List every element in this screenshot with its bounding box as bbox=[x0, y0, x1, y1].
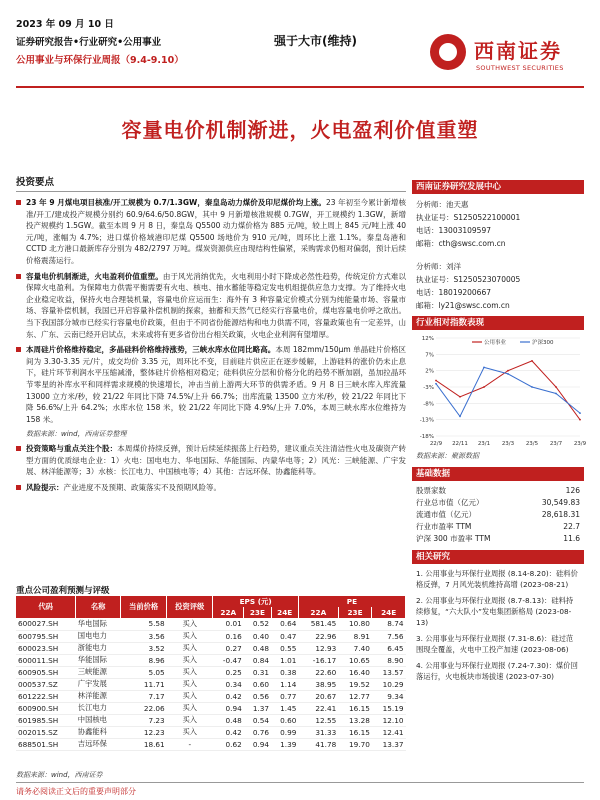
summary-source: 数据来源：wind，西南证券整理 bbox=[26, 430, 127, 439]
table-cell: 0.48 bbox=[252, 643, 270, 653]
table-cell: 1.37 bbox=[252, 703, 270, 713]
table-source: 数据来源：wind，西南证券 bbox=[16, 771, 103, 779]
relative-index-chart bbox=[412, 330, 587, 450]
summary-bullet bbox=[16, 443, 406, 478]
industry-rating: 强于大市(维持) bbox=[274, 34, 357, 48]
table-cell: 0.62 bbox=[225, 739, 242, 749]
key-data-row bbox=[412, 484, 584, 496]
table-cell: 0.42 bbox=[225, 691, 242, 701]
table-row bbox=[16, 630, 406, 642]
table-cell: 22.41 bbox=[315, 703, 337, 713]
table-cell: 3.56 bbox=[148, 631, 165, 641]
col-eps-23e: 23E bbox=[244, 607, 271, 618]
table-cell: -16.17 bbox=[312, 655, 337, 665]
chart-x-tick-label: 22/9 bbox=[429, 441, 443, 447]
col-pe-24e: 24E bbox=[372, 607, 406, 618]
table-cell: 600905.SH bbox=[18, 667, 59, 677]
report-date: 2023 年 09 月 10 日 bbox=[16, 19, 114, 30]
table-cell: 买入 bbox=[182, 715, 198, 724]
table-cell: 协鑫能科 bbox=[77, 727, 107, 736]
table-cell: 买入 bbox=[182, 679, 198, 688]
table-cell: 0.52 bbox=[252, 619, 270, 629]
table-cell: 6.45 bbox=[387, 643, 404, 653]
chart-point bbox=[531, 386, 533, 388]
table-cell: 0.47 bbox=[280, 631, 297, 641]
table-cell: 0.48 bbox=[225, 715, 242, 725]
related-item[interactable]: 3. 公用事业与环保行业周报 (7.31-8.6)：硅过范围现全覆盖，火电中工投产加速 (2023-08-06) bbox=[416, 634, 574, 654]
table-cell: 买入 bbox=[182, 631, 198, 640]
stock-forecast-table bbox=[16, 596, 406, 751]
table-cell: 8.96 bbox=[148, 655, 165, 665]
table-cell: 000537.SZ bbox=[18, 679, 58, 689]
table-cell: 600900.SH bbox=[18, 703, 59, 713]
table-cell: 三峡能源 bbox=[77, 667, 107, 676]
table-row bbox=[16, 666, 406, 678]
bullet-lead: 容量电价机制渐进，火电盈利价值重塑。 bbox=[26, 271, 163, 281]
key-label: 股票家数 bbox=[416, 485, 446, 495]
chart-x-tick-label: 23/5 bbox=[525, 441, 539, 447]
analyst-line: 执业证号：S1250523070005 bbox=[416, 275, 521, 284]
table-cell: 16.15 bbox=[348, 727, 370, 737]
table-cell: 0.55 bbox=[280, 643, 297, 653]
analyst-heading: 西南证券研究发展中心 bbox=[412, 180, 584, 194]
chart-point bbox=[435, 380, 437, 382]
chart-point bbox=[483, 386, 485, 388]
table-cell: 12.41 bbox=[382, 727, 404, 737]
chart-y-tick-label: 7% bbox=[425, 352, 434, 359]
table-cell: 林洋能源 bbox=[77, 691, 107, 700]
chart-x-tick-label: 23/1 bbox=[477, 441, 491, 447]
table-row bbox=[16, 714, 406, 726]
sidebar bbox=[412, 180, 587, 691]
table-cell: 0.25 bbox=[225, 667, 242, 677]
table-cell: 5.05 bbox=[148, 667, 165, 677]
table-cell: 买入 bbox=[182, 691, 198, 700]
table-cell: 1.14 bbox=[280, 679, 297, 689]
analyst-line: 分析师：池天惠 bbox=[416, 200, 469, 209]
table-cell: 0.42 bbox=[225, 727, 242, 737]
chart-point bbox=[531, 360, 533, 362]
table-cell: 12.23 bbox=[143, 727, 165, 737]
chart-point bbox=[459, 396, 461, 398]
analyst-line: 执业证号：S1250522100001 bbox=[416, 213, 521, 222]
table-cell: 12.55 bbox=[315, 715, 337, 725]
table-cell: 广宇发展 bbox=[77, 679, 107, 688]
chart-point bbox=[459, 416, 461, 418]
table-cell: 0.31 bbox=[252, 667, 270, 677]
chart-x-tick-label: 23/3 bbox=[501, 441, 515, 447]
table-row bbox=[16, 618, 406, 630]
related-item[interactable]: 4. 公用事业与环保行业周报 (7.24-7.30)：煤价回落运行，火电板块市场拔速 (2023-07-30) bbox=[416, 661, 578, 681]
report-type: 证券研究报告•行业研究•公用事业 bbox=[16, 37, 162, 48]
chart-y-tick-label: -18% bbox=[419, 434, 434, 440]
chart-point bbox=[555, 386, 557, 388]
analyst-line: 电话：13003109597 bbox=[416, 226, 491, 235]
bullet-lead: 投资策略与重点关注个股： bbox=[26, 444, 118, 454]
table-cell: 0.64 bbox=[280, 619, 297, 629]
table-cell: 581.45 bbox=[310, 619, 337, 629]
table-cell: 002015.SZ bbox=[18, 727, 58, 737]
chart-x-tick-label: 23/9 bbox=[573, 441, 587, 447]
table-cell: 9.34 bbox=[387, 691, 404, 701]
table-cell: 13.28 bbox=[348, 715, 370, 725]
table-cell: 买入 bbox=[182, 667, 198, 676]
key-data-row bbox=[412, 508, 584, 520]
key-label: 行业总市值（亿元） bbox=[416, 497, 484, 507]
related-item[interactable]: 1. 公用事业与环保行业周报 (8.14-8.20)：硅料价格反弹，7 月风光装机维持高增 (2023-08-21) bbox=[416, 569, 578, 589]
chart-point bbox=[507, 373, 509, 375]
table-cell: 22.60 bbox=[315, 667, 337, 677]
bullet-text: 本周煤价持续反弹，预计后续延续振荡上行趋势，建议重点关注清洁性火电及碳资产转型方面的优质绿电企业：1）火电：国电电力、华电国际、华能国际、内蒙华电等；2）风光：三峡能源、广宇发展、林洋能源等；3）水核：长江电力、中国核电等；4）其他：吉远环保、协鑫能科等。 bbox=[26, 444, 407, 477]
table-cell: 长江电力 bbox=[77, 703, 107, 712]
key-value: 30,549.83 bbox=[541, 497, 580, 507]
key-data-row bbox=[412, 520, 584, 532]
table-cell: 11.71 bbox=[143, 679, 165, 689]
summary-bullet bbox=[16, 344, 406, 425]
key-label: 行业市盈率 TTM bbox=[416, 521, 472, 531]
table-row bbox=[16, 726, 406, 738]
analyst-line: 分析师：刘洋 bbox=[416, 262, 461, 271]
table-cell: 0.34 bbox=[225, 679, 242, 689]
stock-table-title: 重点公司盈利预测与评级 bbox=[16, 586, 110, 596]
table-row bbox=[16, 678, 406, 690]
table-cell: 0.94 bbox=[225, 703, 242, 713]
table-cell: 0.56 bbox=[252, 691, 270, 701]
weekly-title: 公用事业与环保行业周报（9.4-9.10） bbox=[16, 55, 184, 66]
company-logo bbox=[430, 34, 580, 78]
logo-text-cn: 西南证券 bbox=[474, 39, 562, 63]
bullet-lead: 本周硅片价格维持稳定，多晶硅料价格维持涨势，三峡水库水位同比略高。 bbox=[26, 345, 276, 355]
key-value: 22.7 bbox=[563, 521, 580, 531]
table-cell: 0.38 bbox=[280, 667, 297, 677]
table-cell: 0.16 bbox=[225, 631, 242, 641]
key-data-heading: 基础数据 bbox=[412, 467, 584, 481]
table-cell: 国电电力 bbox=[77, 631, 107, 640]
bullet-lead: 风险提示： bbox=[26, 483, 64, 493]
header-divider bbox=[16, 86, 584, 88]
table-cell: 8.74 bbox=[387, 619, 404, 629]
table-row bbox=[16, 738, 406, 750]
table-row bbox=[16, 654, 406, 666]
key-data-row bbox=[412, 532, 584, 544]
table-row bbox=[16, 690, 406, 702]
summary-bullet bbox=[16, 197, 406, 267]
table-cell: 600023.SH bbox=[18, 643, 59, 653]
table-cell: 1.39 bbox=[280, 739, 297, 749]
key-value: 28,618.31 bbox=[541, 509, 580, 519]
table-cell: 601222.SH bbox=[18, 691, 59, 701]
table-cell: 7.40 bbox=[353, 643, 370, 653]
logo-mark-icon bbox=[430, 34, 466, 70]
table-cell: 12.93 bbox=[315, 643, 337, 653]
footer-divider bbox=[16, 782, 584, 783]
col-price: 当前价格 bbox=[121, 596, 167, 618]
chart-y-tick-label: 2% bbox=[425, 368, 434, 375]
table-cell: 601985.SH bbox=[18, 715, 59, 725]
report-title: 容量电价机制渐进，火电盈利价值重塑 bbox=[121, 118, 479, 142]
table-cell: 600795.SH bbox=[18, 631, 59, 641]
table-cell: 0.60 bbox=[252, 679, 270, 689]
table-cell: 600027.SH bbox=[18, 619, 59, 629]
bullet-text: 本周 182mm/150μm 单晶硅片价格区间为 3.30-3.35 元/片，成交均价 3.35 元，周环比不变，目前硅片供应正在逐步缓解，上游硅料的涨价仍未止息下，硅片环节利润水平压缩减滑，整体硅片价格相对稳定；硅料供应分层和价格分化的趋势不断加剧，虽加拉晶环节零星的补库水平和同样需求规模的快速增长，冲击当前上游两大环节的供需矛盾。9 月 8 日三峡水库入库流量 13000 立方米/秒，较 21/22 年同比下降 74.5%/上升 66.7%；出库流量 13500 立方米/秒，较 21/22 年同比下降 56.6%/上升 64.2%；水库水位 158 米，较 21/22 年同比下降 4.9%/上升 7.0%，本周三峡水库水位维持为 158 米。 bbox=[26, 345, 406, 424]
table-cell: 41.78 bbox=[315, 739, 337, 749]
bullet-text: 产业进度不及预期、政策落实不及预期风险等。 bbox=[63, 483, 221, 493]
key-label: 流通市值（亿元） bbox=[416, 509, 476, 519]
report-header bbox=[16, 12, 584, 82]
chart-point bbox=[483, 367, 485, 369]
table-cell: 华电国际 bbox=[77, 618, 107, 628]
key-data-row bbox=[412, 496, 584, 508]
chart-source: 数据来源：聚源数据 bbox=[416, 452, 479, 460]
table-cell: 10.29 bbox=[382, 679, 404, 689]
chart-heading: 行业相对指数表现 bbox=[412, 316, 584, 330]
table-cell: 20.67 bbox=[315, 691, 337, 701]
chart-legend-label: 公用事业 bbox=[484, 340, 507, 346]
table-cell: 浙能电力 bbox=[77, 643, 107, 652]
table-cell: 600011.SH bbox=[18, 655, 59, 665]
table-cell: 16.15 bbox=[348, 703, 370, 713]
col-rating: 投资评级 bbox=[167, 596, 213, 618]
chart-point bbox=[555, 393, 557, 395]
related-heading: 相关研究 bbox=[412, 550, 584, 564]
analyst-email[interactable]: 邮箱：ly21@swsc.com.cn bbox=[416, 301, 510, 310]
chart-y-tick-label: -8% bbox=[423, 401, 434, 408]
table-cell: 10.65 bbox=[348, 655, 370, 665]
table-cell: 1.01 bbox=[280, 655, 297, 665]
col-eps-22a: 22A bbox=[213, 607, 244, 618]
chart-x-tick-label: 23/7 bbox=[549, 441, 563, 447]
table-cell: 688501.SH bbox=[18, 739, 59, 749]
bullet-text: 23 年初至今累计新增核准/开工/建成投产规模分别约 60.9/64.6/50.8GW，其中 9 月新增核准规模 0.7GW，开工规模约 1.3GW，新增投产规模约 1.5GW。截至本周 9 月 8 日，秦皇岛 Q5500 动力煤价格为 885 元/吨，较上周上 845 元/吨上涨 40 元/吨，涨幅为 4.7%；进口煤价格域港印尼煤 Q5500 场地价为 910 元/吨，周环比上涨 1.1%。秦皇岛港和 CCTD 北方港口最新库存分别为 482/2797 万吨。煤炭资源供应由现结构性偏紧，采购需求仍相对偏弱，预计后续价格震荡运行。 bbox=[26, 198, 406, 265]
table-cell: 10.80 bbox=[348, 619, 370, 629]
chart-y-tick-label: -3% bbox=[423, 385, 434, 391]
table-cell: 中国核电 bbox=[77, 715, 107, 724]
col-eps-24e: 24E bbox=[271, 607, 298, 618]
table-cell: 16.40 bbox=[348, 667, 370, 677]
table-row bbox=[16, 642, 406, 654]
summary-bullet bbox=[16, 482, 406, 494]
stock-table-body bbox=[16, 618, 406, 750]
table-cell: 0.01 bbox=[225, 619, 242, 629]
table-cell: 0.76 bbox=[252, 727, 270, 737]
table-cell: 买入 bbox=[182, 618, 198, 628]
footer-notice: 请务必阅读正文后的重要声明部分 bbox=[16, 787, 136, 796]
key-label: 沪深 300 市盈率 TTM bbox=[416, 533, 491, 543]
key-data-table bbox=[412, 484, 584, 544]
table-cell: 13.37 bbox=[382, 739, 404, 749]
chart-point bbox=[579, 412, 581, 414]
table-cell: 吉远环保 bbox=[77, 739, 107, 748]
analyst-email[interactable]: 邮箱：cth@swsc.com.cn bbox=[416, 239, 506, 248]
chart-x-tick-label: 22/11 bbox=[452, 441, 468, 447]
table-cell: 3.52 bbox=[148, 643, 165, 653]
summary-section bbox=[16, 174, 406, 498]
table-cell: 8.91 bbox=[353, 631, 370, 641]
chart-legend-label: 沪深300 bbox=[532, 340, 554, 346]
table-cell: 7.56 bbox=[387, 631, 404, 641]
table-cell: 22.06 bbox=[143, 703, 165, 713]
table-cell: 19.52 bbox=[348, 679, 370, 689]
table-cell: 12.10 bbox=[382, 715, 404, 725]
related-research-list bbox=[412, 564, 584, 691]
table-cell: 买入 bbox=[182, 703, 198, 712]
table-cell: 5.58 bbox=[148, 619, 165, 629]
summary-heading: 投资要点 bbox=[16, 174, 406, 192]
summary-bullet bbox=[16, 271, 406, 341]
table-cell: 0.94 bbox=[252, 739, 270, 749]
key-value: 11.6 bbox=[563, 533, 580, 543]
table-cell: 0.27 bbox=[225, 643, 242, 653]
table-cell: 22.96 bbox=[315, 631, 337, 641]
table-cell: 0.99 bbox=[280, 727, 297, 737]
chart-svg bbox=[412, 330, 587, 450]
chart-point bbox=[579, 419, 581, 421]
bullet-text: 由于风光消纳优先，火电利用小时下降成必然性趋势，传统定价方式难以保障火电盈利。为保障电力供需平衡需要有火电、核电、抽水蓄能等稳定发电机组提供应急力支撑。为了维持火电企业稳定收益，保持火电合理装机量，容量电价应运而生：海外有 3 种容量定价模式分别为纯能量市场、容量市场、容量补偿机制，我国已开启容量补偿机制的探索，抽蓄和天然气已经实行容量电价，煤电容量电价呼之欲出。当下我国部分城市已经实行容量电价政策，但由于不同省份能源结构和电力供需不同，容量政策也有一定差异，山东、广东、云南已经开启试点，未来或将有更多省份出台相关政策，火电企业利润有望增厚。 bbox=[26, 271, 407, 339]
related-item[interactable]: 2. 公用事业与环保行业周报 (8.7-8.13)：硅料持续修复，“六大队小”发电集团新格局 (2023-08-13) bbox=[416, 596, 574, 627]
chart-y-tick-label: -13% bbox=[419, 417, 434, 424]
col-name: 名称 bbox=[76, 596, 121, 618]
table-cell: 0.40 bbox=[252, 631, 270, 641]
col-code: 代码 bbox=[16, 596, 76, 618]
table-cell: 0.84 bbox=[252, 655, 270, 665]
table-cell: -0.47 bbox=[222, 655, 242, 665]
chart-series-line-0 bbox=[436, 361, 580, 420]
table-cell: 华能国际 bbox=[77, 655, 107, 664]
table-cell: 买入 bbox=[182, 655, 198, 664]
col-pe-23e: 23E bbox=[338, 607, 372, 618]
table-cell: 13.57 bbox=[382, 667, 404, 677]
col-pe-22a: 22A bbox=[298, 607, 338, 618]
logo-text-en: SOUTHWEST SECURITIES bbox=[476, 64, 564, 72]
table-row bbox=[16, 702, 406, 714]
table-cell: 8.90 bbox=[387, 655, 404, 665]
table-cell: 买入 bbox=[182, 643, 198, 652]
table-cell: 7.17 bbox=[148, 691, 165, 701]
col-pe: PE bbox=[298, 596, 405, 607]
key-value: 126 bbox=[565, 485, 580, 495]
table-cell: 31.33 bbox=[315, 727, 337, 737]
analyst-line: 电话：18019200667 bbox=[416, 288, 491, 297]
chart-point bbox=[435, 383, 437, 385]
analyst-info bbox=[412, 194, 584, 316]
chart-y-tick-label: 12% bbox=[421, 336, 434, 342]
table-cell: 7.23 bbox=[148, 715, 165, 725]
table-cell: 15.19 bbox=[382, 703, 404, 713]
table-cell: - bbox=[188, 739, 192, 749]
table-cell: 0.77 bbox=[280, 691, 297, 701]
table-cell: 19.70 bbox=[348, 739, 370, 749]
table-cell: 0.54 bbox=[252, 715, 270, 725]
table-cell: 0.60 bbox=[280, 715, 297, 725]
table-cell: 12.77 bbox=[348, 691, 370, 701]
table-cell: 买入 bbox=[182, 727, 198, 736]
table-cell: 18.61 bbox=[143, 739, 165, 749]
col-eps: EPS (元) bbox=[213, 596, 299, 607]
bullet-lead: 23 年 9 月煤电项目核准/开工规模为 0.7/1.3GW，秦皇岛动力煤价及印尼煤价均上涨。 bbox=[26, 198, 326, 207]
table-cell: 1.45 bbox=[280, 703, 297, 713]
table-cell: 38.95 bbox=[315, 679, 337, 689]
chart-point bbox=[507, 370, 509, 372]
